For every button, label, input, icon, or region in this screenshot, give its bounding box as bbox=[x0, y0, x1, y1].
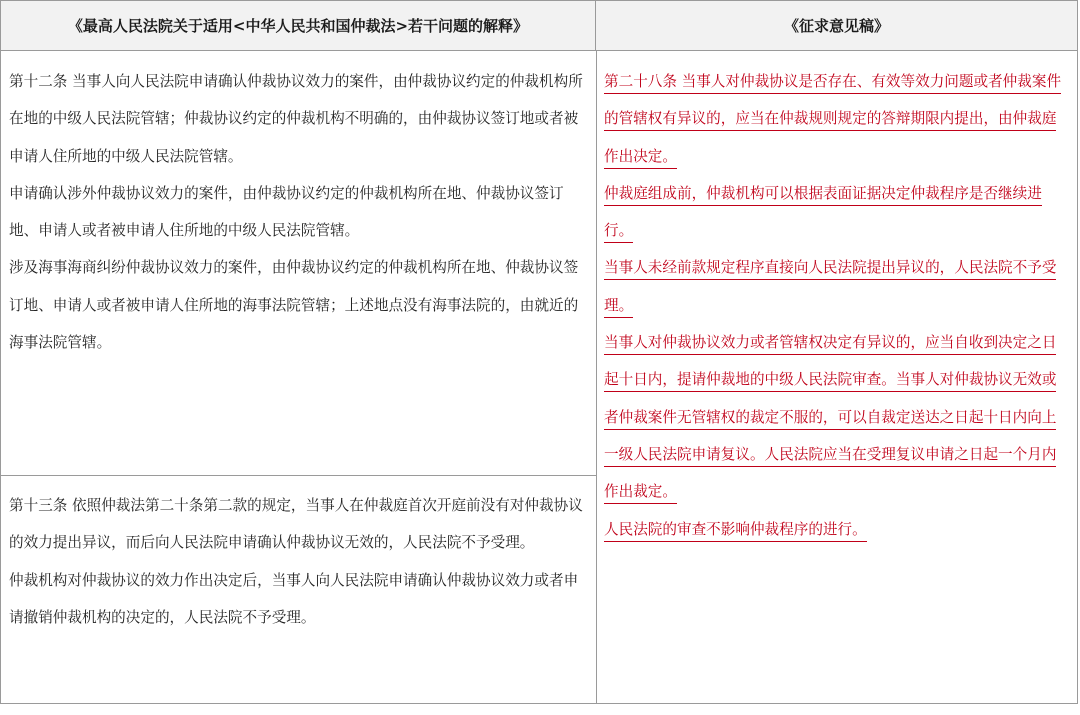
header-left-title: 《最高人民法院关于适用<中华人民共和国仲裁法>若干问题的解释》 bbox=[1, 1, 596, 51]
header-right-title: 《征求意见稿》 bbox=[596, 1, 1077, 51]
draft-para-1 bbox=[604, 63, 1070, 175]
draft-para-2-text: 仲裁庭组成前，仲裁机构可以根据表面证据决定仲裁程序是否继续进行。 bbox=[604, 185, 1042, 243]
cell-draft-article-28 bbox=[604, 63, 1070, 548]
row-divider bbox=[1, 475, 596, 476]
column-divider bbox=[596, 51, 597, 703]
draft-para-3-text: 当事人未经前款规定程序直接向人民法院提出异议的，人民法院不予受理。 bbox=[604, 259, 1056, 317]
draft-para-4 bbox=[604, 324, 1070, 510]
article-13-para-1: 第十三条 依照仲裁法第二十条第二款的规定，当事人在仲裁庭首次开庭前没有对仲裁协议的效力提出异议，而后向人民法院申请确认仲裁协议无效的，人民法院不予受理。 bbox=[9, 497, 583, 552]
article-12-para-1: 第十二条 当事人向人民法院申请确认仲裁协议效力的案件，由仲裁协议约定的仲裁机构所在地的中级人民法院管辖；仲裁协议约定的仲裁机构不明确的，由仲裁协议签订地或者被申请人住所地的中级人民法院管辖。 bbox=[9, 73, 583, 165]
draft-para-5-text: 人民法院的审查不影响仲裁程序的进行。 bbox=[604, 521, 867, 542]
draft-para-4-text: 当事人对仲裁协议效力或者管辖权决定有异议的，应当自收到决定之日起十日内，提请仲裁地的中级人民法院审查。当事人对仲裁协议无效或者仲裁案件无管辖权的裁定不服的，可以自裁定送达之日起十日内向上一级人民法院申请复议。人民法院应当在受理复议申请之日起一个月内作出裁定。 bbox=[604, 334, 1056, 504]
cell-article-13 bbox=[9, 487, 591, 636]
article-13-para-2: 仲裁机构对仲裁协议的效力作出决定后，当事人向人民法院申请确认仲裁协议效力或者申请撤销仲裁机构的决定的，人民法院不予受理。 bbox=[9, 571, 579, 626]
article-12-para-2: 申请确认涉外仲裁协议效力的案件，由仲裁协议约定的仲裁机构所在地、仲裁协议签订地、申请人或者被申请人住所地的中级人民法院管辖。 bbox=[9, 184, 564, 240]
cell-article-12 bbox=[9, 63, 591, 361]
draft-para-3 bbox=[604, 249, 1070, 324]
draft-para-5 bbox=[604, 511, 1070, 548]
draft-para-2 bbox=[604, 175, 1070, 250]
draft-para-1-text: 第二十八条 当事人对仲裁协议是否存在、有效等效力问题或者仲裁案件的管辖权有异议的，应当在仲裁规则规定的答辩期限内提出，由仲裁庭作出决定。 bbox=[604, 73, 1061, 169]
article-12-para-3: 涉及海事海商纠纷仲裁协议效力的案件，由仲裁协议约定的仲裁机构所在地、仲裁协议签订地、申请人或者被申请人住所地的海事法院管辖；上述地点没有海事法院的，由就近的海事法院管辖。 bbox=[9, 259, 579, 352]
